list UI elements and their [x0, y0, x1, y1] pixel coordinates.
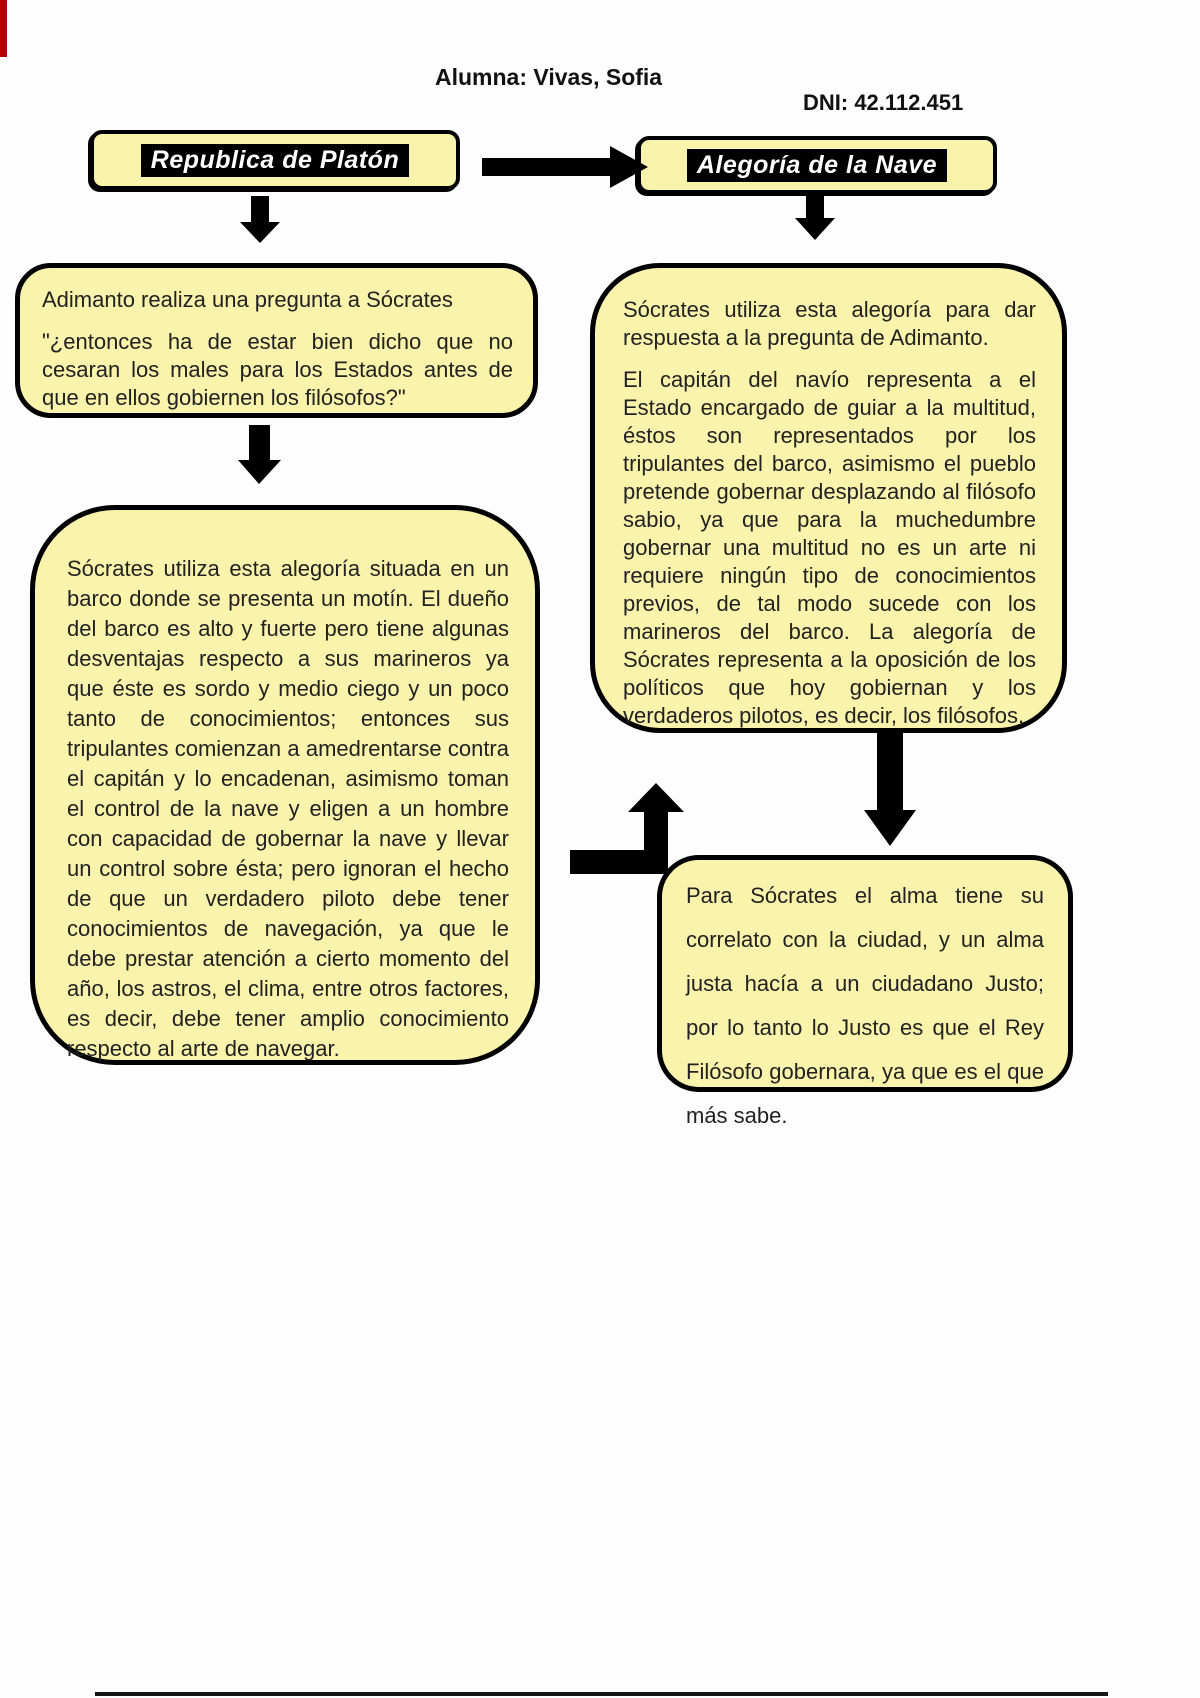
elbow-up-arrow — [570, 783, 684, 874]
scan-artifact-bottom-line — [95, 1692, 1108, 1696]
node-alegoria-de-la-nave — [637, 136, 997, 194]
down-arrow — [240, 196, 280, 243]
node-adimanto-question — [15, 263, 538, 418]
down-arrow — [795, 192, 835, 240]
adimanto-quote-text: "¿entonces ha de estar bien dicho que no cesaran los males para los Estados antes de que en ellos gobiernen los filósofos?" — [42, 329, 513, 410]
node-soul-city — [657, 855, 1073, 1128]
node-title-label: Alegoría de la Nave — [687, 149, 947, 182]
socrates-response-detail-text: El capitán del navío representa a el Estado encargado de guiar a la multitud, éstos son representados por los tripulantes del barco, asimismo el pueblo pretende gobernar desplazando al filósofo sabio, ya que para la muchedumbre gobernar una multitud no es un arte ni requiere ningún tipo de conocimientos previos, de tal modo sucede con los marineros del barco. La alegoría de Sócrates representa a la oposición de los políticos que hoy gobiernan y los verdaderos pilotos, es decir, los filósofos. — [623, 367, 1036, 728]
scan-artifact-red-strip — [0, 0, 7, 57]
right-arrow — [482, 146, 648, 188]
node-title-label: Republica de Platón — [141, 144, 409, 177]
node-allegory-detail — [30, 505, 540, 1065]
node-republica-de-platon — [90, 130, 460, 190]
allegory-detail-text: Sócrates utiliza esta alegoría situada en un barco donde se presenta un motín. El dueño del barco es alto y fuerte pero tiene algunas desventajas respecto a sus marineros ya que éste es sordo y medio ciego y un poco tanto de conocimientos; entonces sus tripulantes comienzan a amedrentarse contra el capitán y lo encadenan, asimismo toman el control de la nave y eligen a un hombre con capacidad de gobernar la nave y llevar un control sobre ésta; pero ignoran el hecho de que un verdadero piloto debe tener conocimientos de navegación, ya que le debe prestar atención a cierto momento del año, los astros, el clima, entre otros factores, es decir, debe tener amplio conocimiento respecto al arte de navegar. — [67, 556, 509, 1061]
soul-city-text: Para Sócrates el alma tiene su correlato con la ciudad, y un alma justa hacía a un ciudadano Justo; por lo tanto lo Justo es que el Rey Filósofo gobernara, ya que es el que más sabe. — [686, 883, 1044, 1128]
student-name-text: Alumna: Vivas, Sofia — [435, 64, 663, 90]
adimanto-intro-text: Adimanto realiza una pregunta a Sócrates — [42, 287, 453, 312]
down-arrow — [238, 425, 281, 484]
down-arrow — [864, 728, 916, 846]
dni-text: DNI: 42.112.451 — [803, 90, 964, 115]
socrates-response-intro-text: Sócrates utiliza esta alegoría para dar respuesta a la pregunta de Adimanto. — [623, 297, 1036, 350]
node-socrates-response — [590, 263, 1067, 733]
